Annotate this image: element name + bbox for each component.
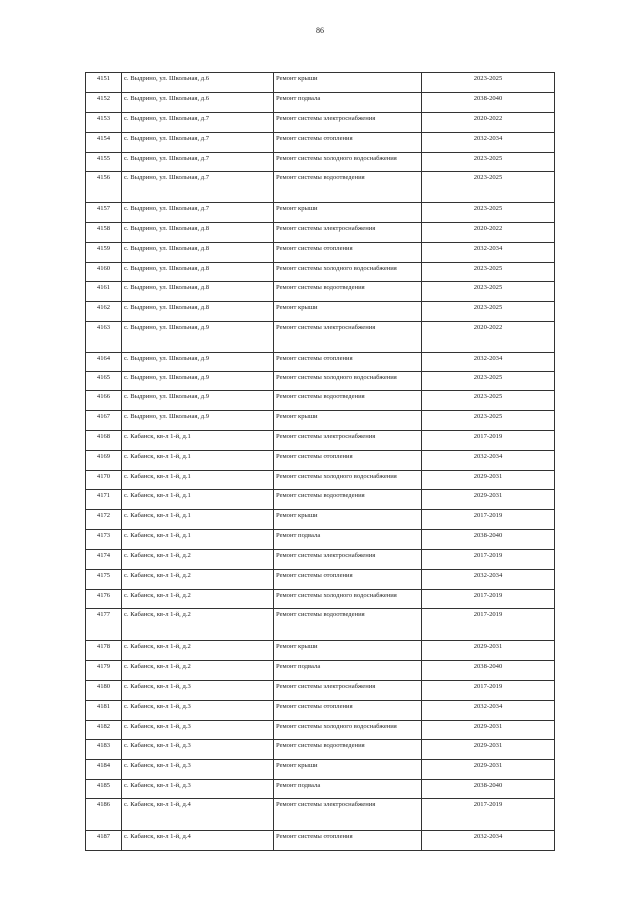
table-row [86, 510, 555, 530]
row-address: с. Выдрино, ул. Школьная, д.7 [122, 113, 274, 133]
row-address: с. Кабанск, кв-л 1-й, д.2 [122, 641, 274, 661]
table-row [86, 372, 555, 391]
row-work-type: Ремонт крыши [274, 760, 422, 780]
row-number: 4179 [86, 661, 122, 681]
page-number: 86 [316, 26, 324, 35]
row-period: 2023-2025 [422, 302, 555, 322]
row-number: 4183 [86, 740, 122, 760]
row-period: 2017-2019 [422, 550, 555, 570]
row-period: 2032-2034 [422, 353, 555, 372]
row-number: 4175 [86, 570, 122, 590]
table-row [86, 550, 555, 570]
row-address: с. Кабанск, кв-л 1-й, д.2 [122, 570, 274, 590]
row-address: с. Кабанск, кв-л 1-й, д.1 [122, 510, 274, 530]
table-row [86, 799, 555, 831]
row-period: 2017-2019 [422, 681, 555, 701]
row-address: с. Кабанск, кв-л 1-й, д.1 [122, 530, 274, 550]
table-row [86, 780, 555, 799]
row-number: 4184 [86, 760, 122, 780]
row-number: 4156 [86, 172, 122, 203]
row-number: 4176 [86, 590, 122, 609]
row-work-type: Ремонт системы электроснабжения [274, 322, 422, 353]
row-period: 2029-2031 [422, 471, 555, 490]
row-period: 2023-2025 [422, 391, 555, 411]
row-period: 2017-2019 [422, 431, 555, 451]
row-work-type: Ремонт системы отопления [274, 353, 422, 372]
row-work-type: Ремонт системы водоотведения [274, 391, 422, 411]
row-period: 2032-2034 [422, 243, 555, 263]
table-row [86, 133, 555, 153]
row-number: 4168 [86, 431, 122, 451]
table-row [86, 451, 555, 471]
row-number: 4160 [86, 263, 122, 282]
row-address: с. Кабанск, кв-л 1-й, д.4 [122, 831, 274, 851]
table-row [86, 831, 555, 851]
row-work-type: Ремонт крыши [274, 302, 422, 322]
table-row [86, 760, 555, 780]
row-number: 4165 [86, 372, 122, 391]
row-period: 2038-2040 [422, 93, 555, 113]
row-address: с. Кабанск, кв-л 1-й, д.3 [122, 760, 274, 780]
row-work-type: Ремонт крыши [274, 641, 422, 661]
row-work-type: Ремонт крыши [274, 510, 422, 530]
row-number: 4177 [86, 609, 122, 641]
table-row [86, 570, 555, 590]
row-work-type: Ремонт системы электроснабжения [274, 431, 422, 451]
row-work-type: Ремонт системы холодного водоснабжения [274, 721, 422, 740]
table-row [86, 353, 555, 372]
table-row [86, 153, 555, 172]
row-period: 2032-2034 [422, 831, 555, 851]
row-number: 4159 [86, 243, 122, 263]
table-row [86, 701, 555, 721]
row-address: с. Кабанск, кв-л 1-й, д.1 [122, 431, 274, 451]
table-body [86, 73, 555, 851]
row-number: 4180 [86, 681, 122, 701]
row-address: с. Кабанск, кв-л 1-й, д.3 [122, 740, 274, 760]
row-work-type: Ремонт крыши [274, 73, 422, 93]
repair-schedule-table [85, 72, 555, 851]
row-number: 4161 [86, 282, 122, 302]
row-work-type: Ремонт системы водоотведения [274, 740, 422, 760]
row-work-type: Ремонт системы отопления [274, 133, 422, 153]
row-work-type: Ремонт системы водоотведения [274, 490, 422, 510]
row-address: с. Выдрино, ул. Школьная, д.9 [122, 411, 274, 431]
row-address: с. Кабанск, кв-л 1-й, д.2 [122, 609, 274, 641]
row-period: 2038-2040 [422, 530, 555, 550]
table-row [86, 93, 555, 113]
row-number: 4164 [86, 353, 122, 372]
row-period: 2023-2025 [422, 172, 555, 203]
row-work-type: Ремонт крыши [274, 411, 422, 431]
row-work-type: Ремонт системы электроснабжения [274, 799, 422, 831]
row-period: 2023-2025 [422, 73, 555, 93]
row-number: 4173 [86, 530, 122, 550]
row-number: 4155 [86, 153, 122, 172]
row-number: 4166 [86, 391, 122, 411]
row-work-type: Ремонт крыши [274, 203, 422, 223]
row-period: 2023-2025 [422, 263, 555, 282]
row-period: 2029-2031 [422, 721, 555, 740]
table-row [86, 490, 555, 510]
row-period: 2029-2031 [422, 490, 555, 510]
table-row [86, 431, 555, 451]
row-address: с. Выдрино, ул. Школьная, д.7 [122, 203, 274, 223]
row-period: 2020-2022 [422, 113, 555, 133]
table-row [86, 282, 555, 302]
row-period: 2023-2025 [422, 203, 555, 223]
row-address: с. Кабанск, кв-л 1-й, д.4 [122, 799, 274, 831]
row-address: с. Кабанск, кв-л 1-й, д.1 [122, 490, 274, 510]
row-work-type: Ремонт системы холодного водоснабжения [274, 590, 422, 609]
row-work-type: Ремонт подвала [274, 661, 422, 681]
row-work-type: Ремонт системы отопления [274, 570, 422, 590]
row-number: 4172 [86, 510, 122, 530]
table-row [86, 661, 555, 681]
row-work-type: Ремонт системы водоотведения [274, 172, 422, 203]
row-number: 4151 [86, 73, 122, 93]
row-work-type: Ремонт системы холодного водоснабжения [274, 372, 422, 391]
row-address: с. Выдрино, ул. Школьная, д.9 [122, 372, 274, 391]
row-address: с. Выдрино, ул. Школьная, д.6 [122, 93, 274, 113]
row-number: 4157 [86, 203, 122, 223]
table-row [86, 203, 555, 223]
row-address: с. Кабанск, кв-л 1-й, д.3 [122, 780, 274, 799]
table-row [86, 530, 555, 550]
row-number: 4186 [86, 799, 122, 831]
row-work-type: Ремонт системы электроснабжения [274, 223, 422, 243]
row-work-type: Ремонт подвала [274, 93, 422, 113]
row-address: с. Кабанск, кв-л 1-й, д.1 [122, 471, 274, 490]
row-address: с. Выдрино, ул. Школьная, д.6 [122, 73, 274, 93]
row-number: 4153 [86, 113, 122, 133]
table-row [86, 322, 555, 353]
table-row [86, 223, 555, 243]
row-number: 4163 [86, 322, 122, 353]
table-row [86, 740, 555, 760]
row-address: с. Кабанск, кв-л 1-й, д.2 [122, 661, 274, 681]
table-row [86, 609, 555, 641]
row-address: с. Кабанск, кв-л 1-й, д.1 [122, 451, 274, 471]
row-period: 2023-2025 [422, 153, 555, 172]
row-address: с. Выдрино, ул. Школьная, д.9 [122, 391, 274, 411]
row-period: 2017-2019 [422, 799, 555, 831]
table-row [86, 411, 555, 431]
row-address: с. Кабанск, кв-л 1-й, д.2 [122, 550, 274, 570]
table-row [86, 243, 555, 263]
row-work-type: Ремонт системы отопления [274, 451, 422, 471]
row-period: 2023-2025 [422, 282, 555, 302]
row-number: 4167 [86, 411, 122, 431]
row-address: с. Выдрино, ул. Школьная, д.7 [122, 153, 274, 172]
row-address: с. Кабанск, кв-л 1-й, д.2 [122, 590, 274, 609]
row-number: 4182 [86, 721, 122, 740]
table-row [86, 113, 555, 133]
table-row [86, 590, 555, 609]
row-address: с. Выдрино, ул. Школьная, д.8 [122, 302, 274, 322]
row-work-type: Ремонт системы холодного водоснабжения [274, 263, 422, 282]
row-period: 2029-2031 [422, 760, 555, 780]
row-work-type: Ремонт системы отопления [274, 701, 422, 721]
row-address: с. Выдрино, ул. Школьная, д.9 [122, 353, 274, 372]
row-work-type: Ремонт системы отопления [274, 831, 422, 851]
row-period: 2038-2040 [422, 661, 555, 681]
row-work-type: Ремонт системы электроснабжения [274, 550, 422, 570]
row-number: 4185 [86, 780, 122, 799]
table-row [86, 73, 555, 93]
row-address: с. Выдрино, ул. Школьная, д.8 [122, 243, 274, 263]
row-work-type: Ремонт системы водоотведения [274, 282, 422, 302]
row-period: 2020-2022 [422, 223, 555, 243]
row-number: 4174 [86, 550, 122, 570]
row-address: с. Выдрино, ул. Школьная, д.8 [122, 282, 274, 302]
row-number: 4169 [86, 451, 122, 471]
table-row [86, 471, 555, 490]
row-period: 2017-2019 [422, 510, 555, 530]
table-row [86, 391, 555, 411]
row-number: 4187 [86, 831, 122, 851]
row-work-type: Ремонт подвала [274, 780, 422, 799]
row-address: с. Кабанск, кв-л 1-й, д.3 [122, 721, 274, 740]
row-number: 4178 [86, 641, 122, 661]
row-number: 4171 [86, 490, 122, 510]
row-work-type: Ремонт системы водоотведения [274, 609, 422, 641]
row-number: 4170 [86, 471, 122, 490]
row-number: 4162 [86, 302, 122, 322]
row-period: 2032-2034 [422, 570, 555, 590]
row-period: 2020-2022 [422, 322, 555, 353]
row-period: 2029-2031 [422, 641, 555, 661]
row-work-type: Ремонт системы холодного водоснабжения [274, 153, 422, 172]
row-work-type: Ремонт системы электроснабжения [274, 113, 422, 133]
table-row [86, 681, 555, 701]
row-address: с. Выдрино, ул. Школьная, д.7 [122, 172, 274, 203]
row-number: 4152 [86, 93, 122, 113]
row-period: 2032-2034 [422, 451, 555, 471]
row-period: 2017-2019 [422, 590, 555, 609]
row-address: с. Выдрино, ул. Школьная, д.8 [122, 223, 274, 243]
row-address: с. Выдрино, ул. Школьная, д.7 [122, 133, 274, 153]
row-work-type: Ремонт подвала [274, 530, 422, 550]
row-work-type: Ремонт системы отопления [274, 243, 422, 263]
row-number: 4158 [86, 223, 122, 243]
row-period: 2017-2019 [422, 609, 555, 641]
row-work-type: Ремонт системы холодного водоснабжения [274, 471, 422, 490]
table-row [86, 263, 555, 282]
row-address: с. Выдрино, ул. Школьная, д.9 [122, 322, 274, 353]
table-row [86, 641, 555, 661]
row-number: 4181 [86, 701, 122, 721]
row-period: 2032-2034 [422, 133, 555, 153]
row-period: 2023-2025 [422, 372, 555, 391]
row-period: 2029-2031 [422, 740, 555, 760]
row-period: 2038-2040 [422, 780, 555, 799]
table-row [86, 172, 555, 203]
row-work-type: Ремонт системы электроснабжения [274, 681, 422, 701]
table-row [86, 302, 555, 322]
row-period: 2023-2025 [422, 411, 555, 431]
row-address: с. Выдрино, ул. Школьная, д.8 [122, 263, 274, 282]
row-number: 4154 [86, 133, 122, 153]
row-period: 2032-2034 [422, 701, 555, 721]
row-address: с. Кабанск, кв-л 1-й, д.3 [122, 681, 274, 701]
table-row [86, 721, 555, 740]
row-address: с. Кабанск, кв-л 1-й, д.3 [122, 701, 274, 721]
